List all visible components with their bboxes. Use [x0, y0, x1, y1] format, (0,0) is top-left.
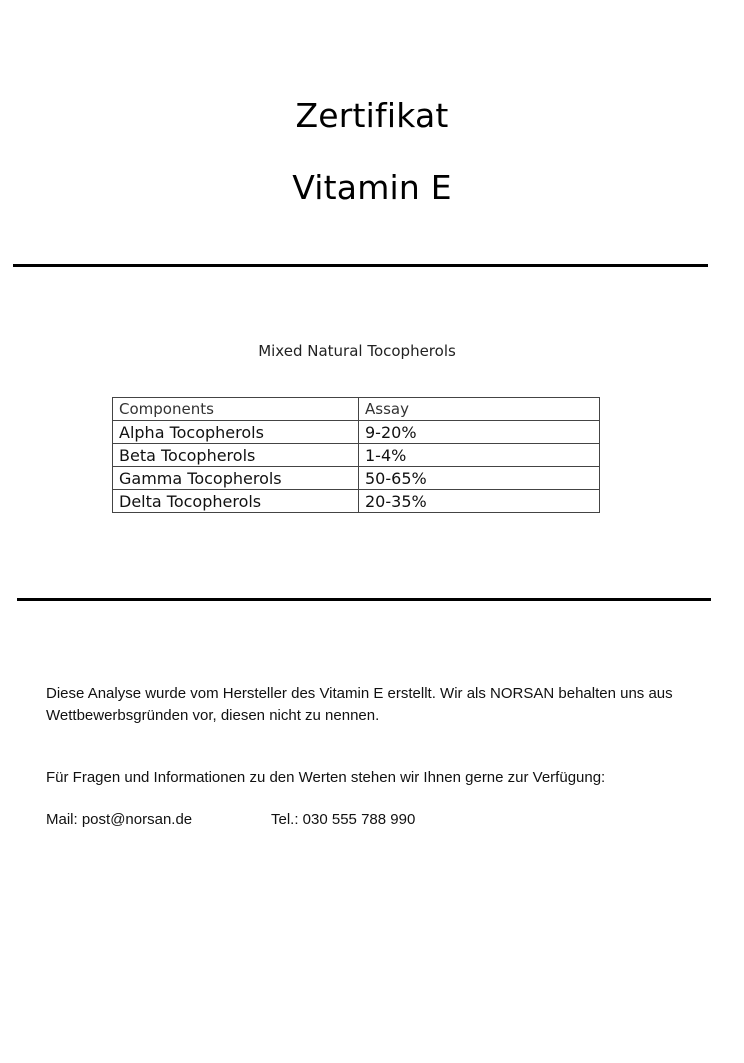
assay-cell: 9-20% — [359, 421, 600, 444]
contact-phone: Tel.: 030 555 788 990 — [271, 811, 416, 828]
product-title: Vitamin E — [292, 168, 452, 207]
bottom-divider — [17, 598, 711, 601]
analysis-note: Diese Analyse wurde vom Hersteller des Vitamin E erstellt. Wir als NORSAN behalten uns aus Wettbewerbsgründen vor, diesen nicht zu nennen. — [46, 685, 673, 724]
contact-intro: Für Fragen und Informationen zu den Werten stehen wir Ihnen gerne zur Verfügung: — [46, 769, 606, 786]
component-cell: Gamma Tocopherols — [113, 467, 359, 490]
assay-cell: 50-65% — [359, 467, 600, 490]
table-caption: Mixed Natural Tocopherols — [258, 342, 456, 360]
top-divider — [13, 264, 708, 267]
table-header-row — [113, 398, 600, 421]
tocopherol-table — [112, 397, 600, 513]
component-cell: Delta Tocopherols — [113, 490, 359, 513]
assay-cell: 1-4% — [359, 444, 600, 467]
component-cell: Beta Tocopherols — [113, 444, 359, 467]
component-cell: Alpha Tocopherols — [113, 421, 359, 444]
table-row — [113, 421, 600, 444]
certificate-title: Zertifikat — [295, 96, 449, 135]
column-header-components: Components — [113, 398, 359, 421]
assay-cell: 20-35% — [359, 490, 600, 513]
table-row — [113, 490, 600, 513]
column-header-assay: Assay — [359, 398, 600, 421]
contact-mail: Mail: post@norsan.de — [46, 811, 193, 828]
table-row — [113, 467, 600, 490]
table-row — [113, 444, 600, 467]
